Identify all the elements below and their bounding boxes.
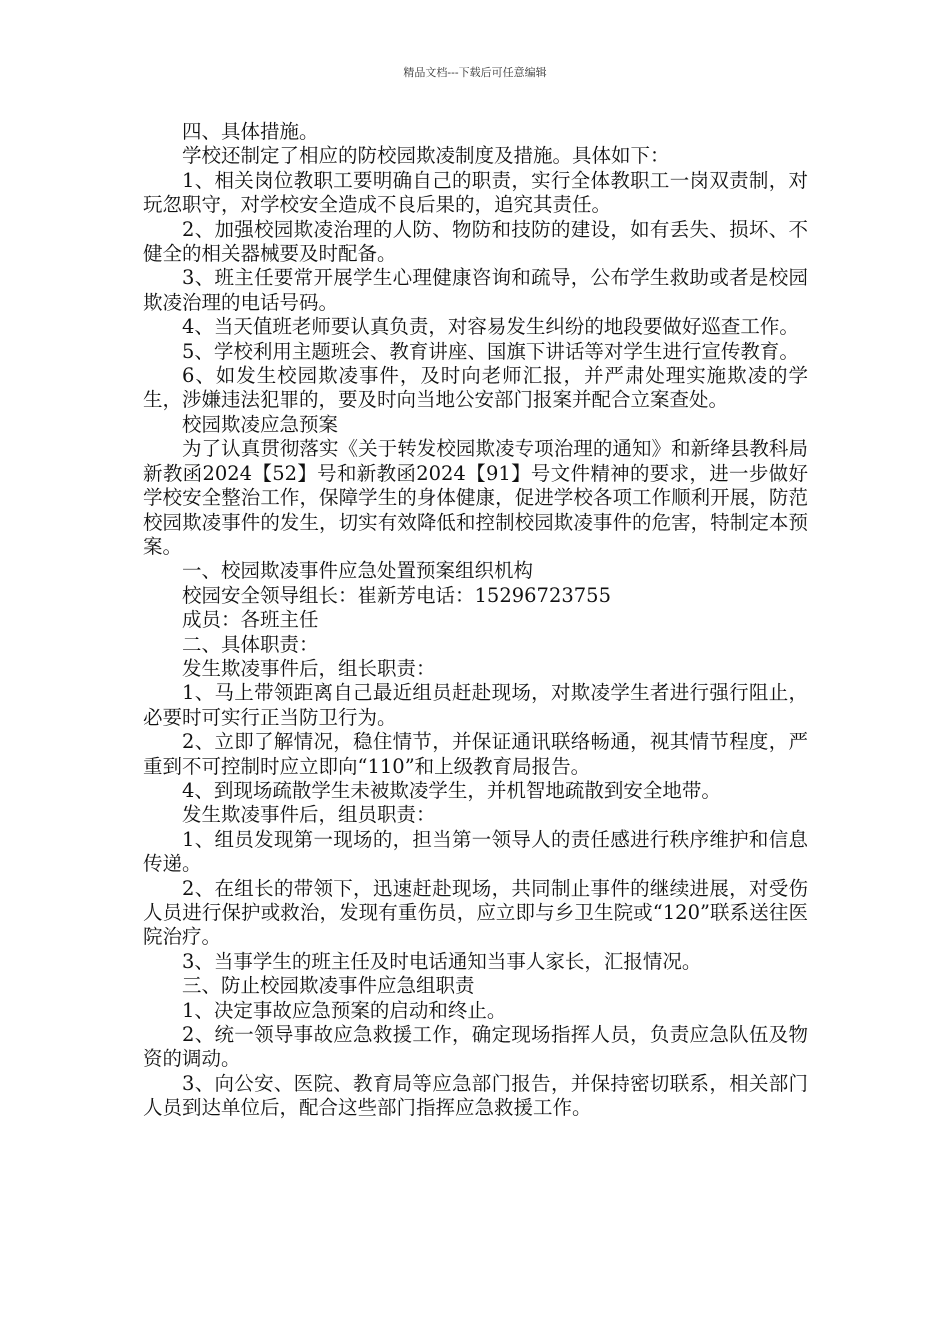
leader-contact: 校园安全领导组长：崔新芳电话：15296723755 [182, 583, 611, 607]
list-item: 1、相关岗位教职工要明确自己的职责，实行全体教职工一岗双责制，对玩忽职守，对学校安全造成不良后果的，追究其责任。 [143, 168, 808, 217]
list-item: 2、立即了解情况，稳住情节，并保证通讯联络畅通，视其情节程度，严重到不可控制时应立即向“110”和上级教育局报告。 [143, 730, 808, 778]
document-body [143, 120, 808, 1121]
section-heading-organization: 一、校园欺凌事件应急处置预案组织机构 [182, 559, 534, 583]
document-title: 校园欺凌应急预案 [182, 412, 339, 436]
list-item: 3、班主任要常开展学生心理健康咨询和疏导，公布学生救助或者是校园欺凌治理的电话号码。 [143, 266, 808, 314]
list-item: 5、学校利用主题班会、教育讲座、国旗下讲话等对学生进行宣传教育。 [182, 339, 799, 363]
subheading-member-duties: 发生欺凌事件后，组员职责： [182, 803, 436, 827]
section-heading-measures: 四、具体措施。 [182, 120, 319, 143]
paragraph: 为了认真贯彻落实《关于转发校园欺凌专项治理的通知》和新绛县教科局新教函2024【52】号和新教函2024【91】号文件精神的要求，进一步做好学校安全整治工作，保障学生的身体健康，促进学校各项工作顺利开展，防范校园欺凌事件的发生，切实有效降低和控制校园欺凌事件的危害，特制定本预案。 [143, 437, 808, 558]
list-item: 1、马上带领距离自己最近组员赶赴现场，对欺凌学生者进行强行阻止，必要时可实行正当防卫行为。 [143, 681, 808, 729]
list-item: 4、到现场疏散学生未被欺凌学生，并机智地疏散到安全地带。 [182, 778, 721, 802]
list-item: 2、加强校园欺凌治理的人防、物防和技防的建设，如有丢失、损坏、不健全的相关器械要及时配备。 [143, 217, 808, 266]
list-item: 2、在组长的带领下，迅速赶赴现场，共同制止事件的继续进展，对受伤人员进行保护或救治，发现有重伤员，应立即与乡卫生院或“120”联系送往医院治疗。 [143, 876, 808, 949]
members: 成员：各班主任 [182, 608, 319, 632]
list-item: 4、当天值班老师要认真负责，对容易发生纠纷的地段要做好巡查工作。 [182, 315, 799, 339]
section-heading-emergency-group: 三、防止校园欺凌事件应急组职责 [182, 974, 475, 998]
list-item: 3、当事学生的班主任及时电话通知当事人家长，汇报情况。 [182, 949, 702, 973]
paragraph: 学校还制定了相应的防校园欺凌制度及措施。具体如下： [182, 144, 670, 168]
page-header: 精品文档---下载后可任意编辑 [403, 66, 547, 79]
list-item: 2、统一领导事故应急救援工作，确定现场指挥人员，负责应急队伍及物资的调动。 [143, 1023, 808, 1071]
list-item: 6、如发生校园欺凌事件，及时向老师汇报，并严肃处理实施欺凌的学生，涉嫌违法犯罪的，要及时向当地公安部门报案并配合立案查处。 [143, 364, 808, 412]
subheading-leader-duties: 发生欺凌事件后，组长职责： [182, 656, 436, 680]
section-heading-duties: 二、具体职责： [182, 632, 319, 656]
list-item: 1、决定事故应急预案的启动和终止。 [182, 998, 507, 1022]
list-item: 3、向公安、医院、教育局等应急部门报告，并保持密切联系，相关部门人员到达单位后，配合这些部门指挥应急救援工作。 [143, 1071, 808, 1120]
list-item: 1、组员发现第一现场的，担当第一领导人的责任感进行秩序维护和信息传递。 [143, 827, 808, 876]
